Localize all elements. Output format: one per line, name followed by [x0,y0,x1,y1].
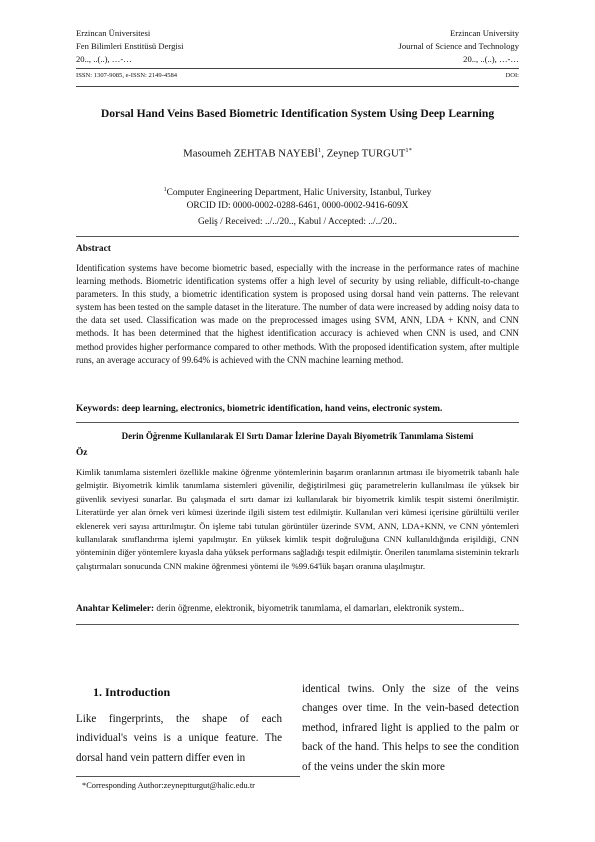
turkish-bottom-rule [76,624,519,625]
header-left-line-2: Fen Bilimleri Enstitüsü Dergisi [76,41,184,51]
journal-header-left [76,27,184,66]
affiliation-line-1: Computer Engineering Department, Halic University, Istanbul, Turkey [166,188,432,199]
keywords-text: deep learning, electronics, biometric identification, hand veins, electronic system. [121,404,443,414]
author-1-affil: 1 [318,147,322,154]
oz-heading: Öz [76,448,88,458]
header-divider [76,68,519,69]
header-left-line-1: Erzincan Üniversitesi [76,28,151,38]
issn-text: ISSN: 1307-9085, e-ISSN: 2149-4584 [76,72,178,79]
author-2: Zeynep TURGUT [326,147,406,160]
paper-title: Dorsal Hand Veins Based Biometric Identification System Using Deep Learning [100,107,495,120]
author-1: Masoumeh ZEHTAB NAYEBİ [183,147,319,160]
issn-divider [76,86,519,87]
received-accepted-dates: Geliş / Received: ../../20.., Kabul / Accepted: ../../20.. [198,217,397,227]
abstract-heading: Abstract [76,244,111,254]
author-2-affil: 1* [405,147,412,154]
doi-text: DOI: [505,72,519,79]
abstract-top-rule [76,236,519,237]
header-right-line-3: 20.., ..(..), …-… [463,54,519,64]
author-separator: , [321,147,327,160]
keywords-label: Keywords: [76,404,120,414]
oz-text: Kimlik tanımlama sistemleri özellikle makine öğrenme yöntemlerinin başarım oranlarının artması ile biyometrik tabanlı hale gelmiştir. Biyometrik kimlik tanımlama sistemleri güvenilir, değiştirilmesi güç parametrelerin kullanılması ile yüksek bir güvenlik seviyesi sunarlar. Bu çalışmada el sırtı damar izi kullanılarak bir biyometrik kimlik tespit sistemi önerilmiştir. Literatürde yer alan örnek veri kümesi üzerinde ilgili sistem test edilmiştir. Kullanılan veri kümesi içerisine gürültülü veriler eklenerek veri sayısı arttırılmıştır. Ön işleme tabi tutulan görüntüler üzerinde SVM, ANN, LDA+KNN, ve CNN yöntemleri kullanılarak sınıflandırma işlemi yapılmıştır. En yüksek kimlik tespit doğruluğuna CNN kullanıldığında erişildiği, CNN yönteminin diğer yöntemlere kıyasla daha yüksek performans sağladığı tespit edilmiştir. Önerilen tanımlama sisteminin tekrarlı çalıştırmaları sonucunda CNN makine öğrenmesi yöntemi ile %99.64'lük başarı oranına ulaşılmıştır. [76,467,519,571]
header-left-line-3: 20.., ..(..), …-… [76,54,132,64]
journal-header-right [399,27,519,66]
corresponding-author-footnote: *Corresponding Author:zeyneptturgut@halic.edu.tr [82,781,255,790]
anahtar-kelimeler-label: Anahtar Kelimeler: [76,604,155,614]
intro-left-column: Like fingerprints, the shape of each individual's veins is a unique feature. The dorsal hand vein pattern differ even in [76,713,282,764]
introduction-heading: 1. Introduction [93,685,171,699]
header-right-line-2: Journal of Science and Technology [398,41,519,51]
abstract-text: Identification systems have become biometric based, especially with the increase in the performance rates of machine learning methods. Biometric identification systems offer a high level of security by using reliable, difficult-to-change parameters. In this study, a biometric identification system is proposed using dorsal hand vein patterns. The relevant system has been tested on the sample dataset in the literature. The number of data were increased by adding noisy data to the data set used. Classification was made on the preprocessed images using SVM, ANN, LDA + KNN, and CNN methods. It has been determined that the highest identification accuracy is achieved when CNN is used, and CNN method provides higher performance compared to other methods. With the proposed identification system, after multiple runs, an average accuracy of 99.64% is achieved with the CNN machine learning method. [76,263,519,365]
turkish-keywords [76,604,519,614]
affiliation-line-2: ORCID ID: 0000-0002-0288-6461, 0000-0002-9416-609X [186,201,409,212]
footnote-rule [76,776,300,777]
anahtar-kelimeler-text: derin öğrenme, elektronik, biyometrik tanımlama, el damarları, elektronik system.. [156,604,465,614]
author-list [76,147,519,160]
issn-row [76,72,519,79]
intro-right-column: identical twins. Only the size of the veins changes over time. In the vein-based detection method, infrared light is applied to the palm or back of the hand. This helps to see the condition of the veins under the skin more [302,683,519,773]
abstract-bottom-rule [76,422,519,423]
abstract-keywords [76,404,519,414]
affiliation [76,184,519,213]
header-right-line-1: Erzincan University [450,28,519,38]
affiliation-marker: 1 [163,187,167,193]
turkish-title: Derin Öğrenme Kullanılarak El Sırtı Damar İzlerine Dayalı Biyometrik Tanımlama Sistemi [121,431,474,441]
